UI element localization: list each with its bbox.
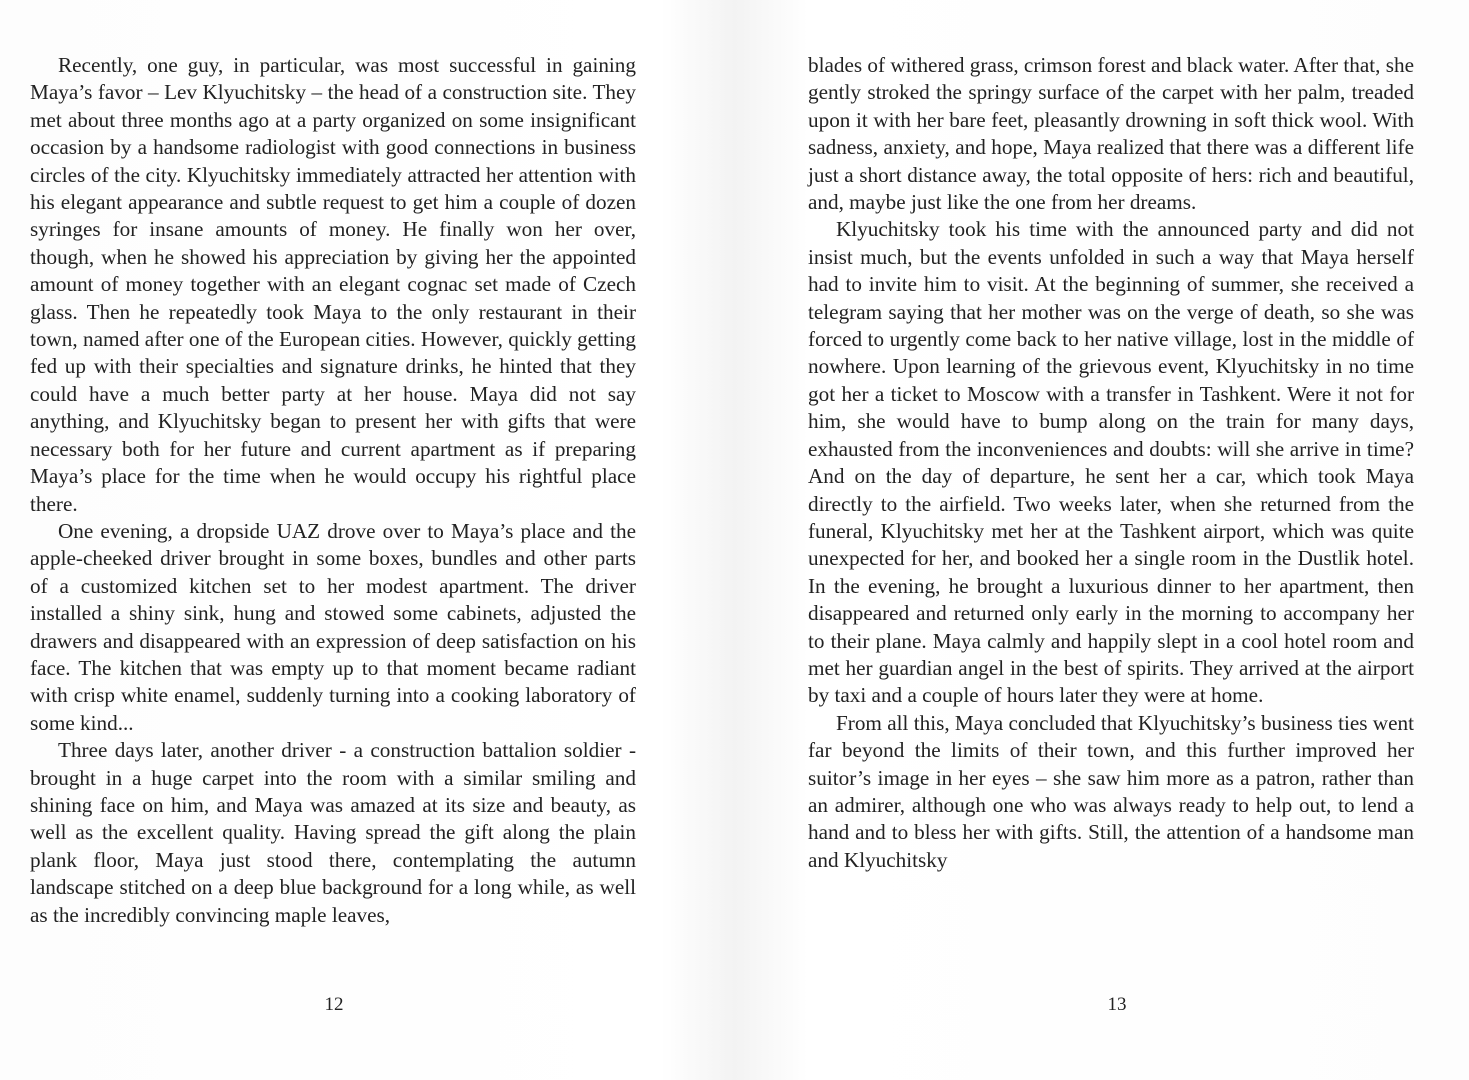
right-page-number: 13 [1107, 994, 1127, 1015]
left-paragraph-2: One evening, a dropside UAZ drove over to Maya’s place and the apple-cheeked driver brought in some boxes, bundles and other parts of a customized kitchen set to her modest apartment. The driver installed a shiny sink, hung and stowed some cabinets, adjusted the drawers and disappeared with an expression of deep satisfaction on his face. The kitchen that was empty up to that moment became radiant with crisp white enamel, suddenly turning into a cooking laboratory of some kind... [30, 518, 636, 735]
left-page [30, 52, 636, 929]
right-paragraph-2: Klyuchitsky took his time with the announced party and did not insist much, but the events unfolded in such a way that Maya herself had to invite him to visit. At the beginning of summer, she received a telegram saying that her mother was on the verge of death, so she was forced to urgently come back to her native village, lost in the middle of nowhere. Upon learning of the grievous event, Klyuchitsky in no time got her a ticket to Moscow with a transfer in Tashkent. Were it not for him, she would have to bump along on the train for many days, exhausted from the inconveniences and doubts: will she arrive in time? And on the day of departure, he sent her a car, which took Maya directly to the airfield. Two weeks later, when she returned from the funeral, Klyuchitsky met her at the Tashkent airport, which was quite unexpected for her, and booked her a single room in the Dustlik hotel. In the evening, he brought a luxurious dinner to her apartment, then disappeared and returned only early in the morning to accompany her to their plane. Maya calmly and happily slept in a cool hotel room and met her guardian angel in the best of spirits. They arrived at the airport by taxi and a couple of hours later they were at home. [808, 217, 1414, 708]
right-paragraph-3: From all this, Maya concluded that Klyuchitsky’s business ties went far beyond the limits of their town, and this further improved her suitor’s image in her eyes – she saw him more as a patron, rather than an admirer, although one who was always ready to help out, to lend a hand and to bless her with gifts. Still, the attention of a handsome man and Klyuchitsky [808, 710, 1414, 872]
right-page [808, 52, 1414, 874]
left-paragraph-3: Three days later, another driver - a construction battalion soldier - brought in a huge carpet into the room with a similar smiling and shining face on him, and Maya was amazed at its size and beauty, as well as the excellent quality. Having spread the gift along the plain plank floor, Maya just stood there, contemplating the autumn landscape stitched on a deep blue background for a long while, as well as the incredibly convincing maple leaves, [30, 738, 636, 927]
left-page-number: 12 [324, 994, 344, 1015]
left-paragraph-1: Recently, one guy, in particular, was most successful in gaining Maya’s favor – Lev Klyuchitsky – the head of a construction site. They met about three months ago at a party organized on some insignificant occasion by a handsome radiologist with good connections in business circles of the city. Klyuchitsky immediately attracted her attention with his elegant appearance and subtle request to get him a couple of dozen syringes for insane amounts of money. He finally won her over, though, when he showed his appreciation by giving her the appointed amount of money together with an elegant cognac set made of Czech glass. Then he repeatedly took Maya to the only restaurant in their town, named after one of the European cities. However, quickly getting fed up with their specialties and signature drinks, he hinted that they could have a much better party at her house. Maya did not say anything, and Klyuchitsky began to present her with gifts that were necessary both for her future and current apartment as if preparing Maya’s place for the time when he would occupy his rightful place there. [30, 53, 636, 516]
right-paragraph-1: blades of withered grass, crimson forest and black water. After that, she gently stroked the springy surface of the carpet with her palm, treaded upon it with her bare feet, pleasantly drowning in soft thick wool. With sadness, anxiety, and hope, Maya realized that there was a different life just a short distance away, the total opposite of hers: rich and beautiful, and, maybe just like the one from her dreams. [808, 53, 1415, 215]
